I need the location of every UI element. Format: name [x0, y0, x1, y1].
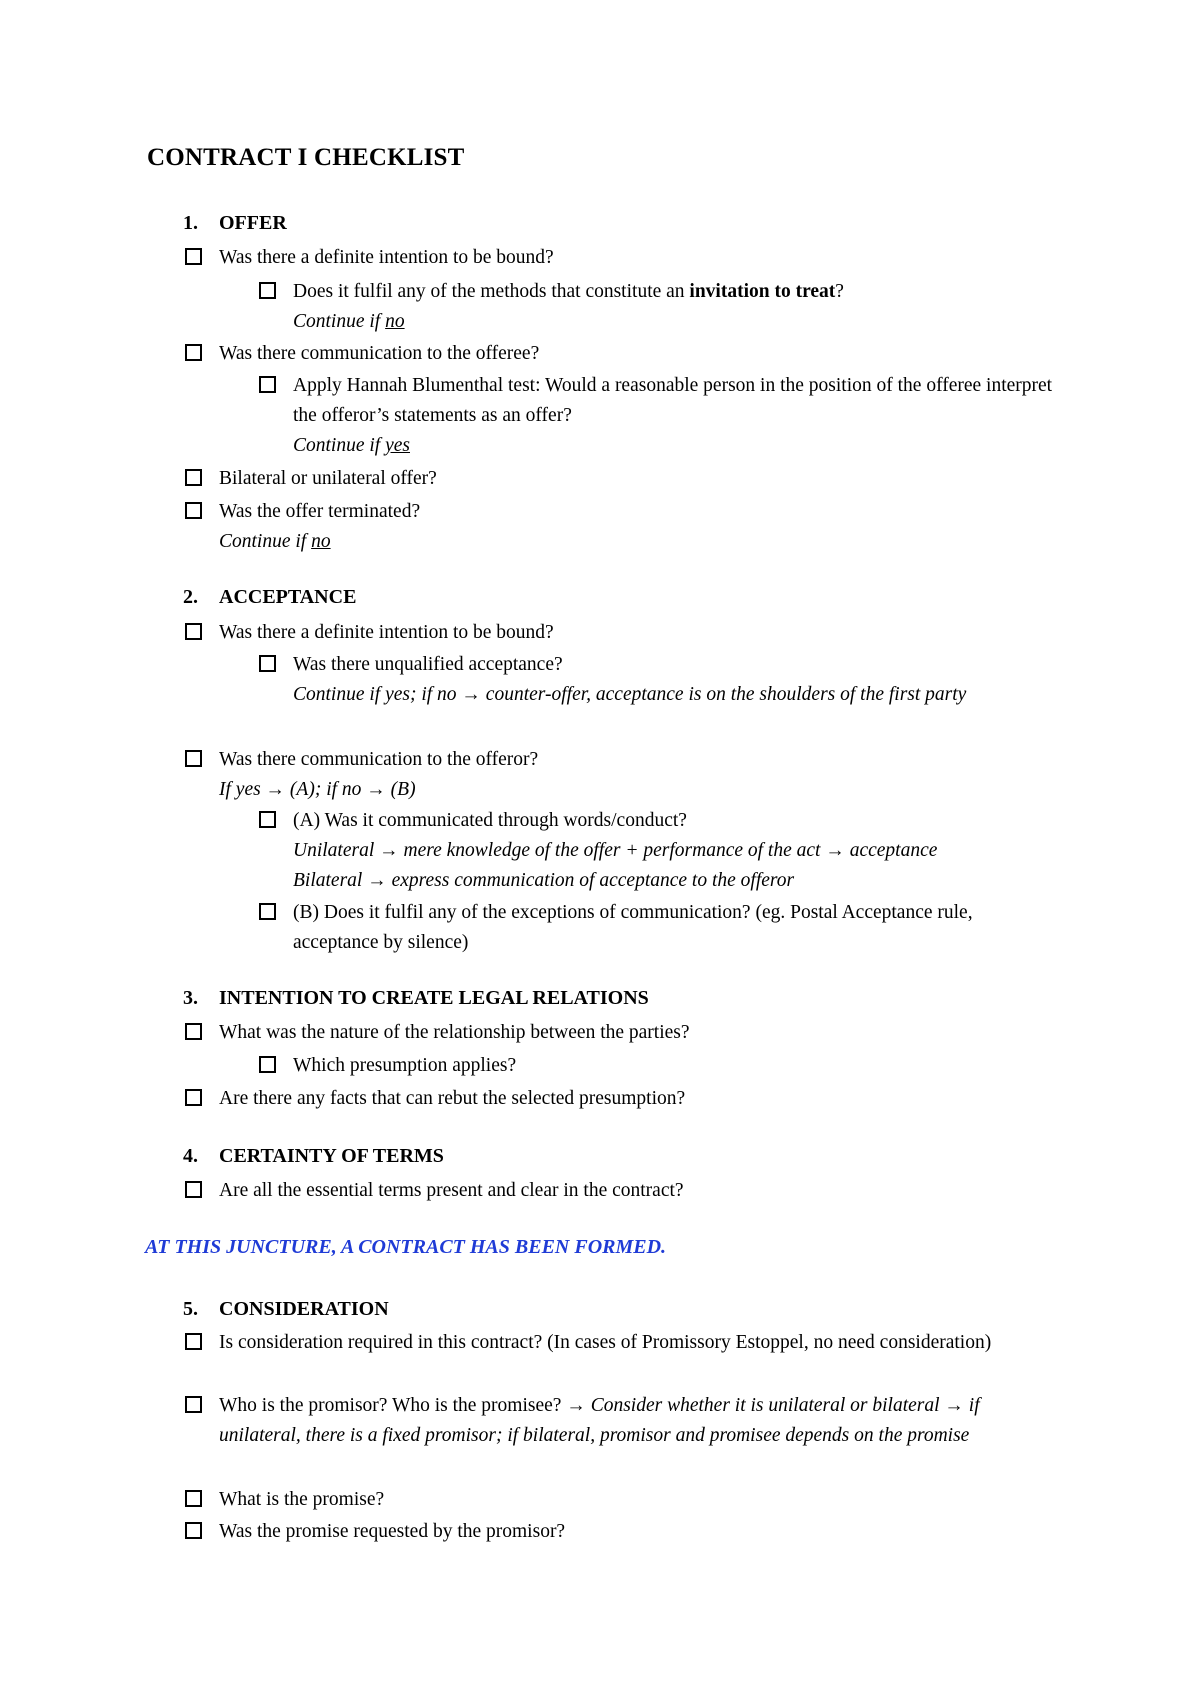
section-heading-intention [183, 987, 649, 1010]
note-text: Continue if [293, 435, 386, 456]
checkbox[interactable] [185, 750, 202, 767]
checkbox[interactable] [259, 1056, 276, 1073]
item-text-part: Was there unqualified acceptance? [293, 654, 563, 675]
item-text-part: Who is the promisor? Who is the promisee? → [219, 1395, 591, 1416]
checklist-subitem [259, 650, 1059, 710]
section-number: 3. [183, 987, 198, 1009]
item-note: Continue if yes; if no → counter-offer, acceptance is on the shoulders of the first party [293, 684, 967, 705]
item-text-part: (A) Was it communicated through words/conduct? [293, 810, 687, 831]
section-heading-consideration [183, 1298, 389, 1321]
checkbox[interactable] [185, 1522, 202, 1539]
section-heading-acceptance [183, 586, 356, 609]
checklist-subitem [259, 277, 1059, 337]
checklist-item [185, 618, 1065, 648]
item-text: What was the nature of the relationship between the parties? [219, 1022, 690, 1043]
item-text: What is the promise? [219, 1489, 385, 1510]
checkbox[interactable] [185, 1490, 202, 1507]
item-text [219, 1391, 1065, 1451]
checklist-item [185, 1328, 1065, 1358]
checklist-subitem [259, 371, 1059, 461]
item-note [293, 307, 1059, 337]
checkbox[interactable] [185, 1333, 202, 1350]
item-note: Unilateral → mere knowledge of the offer + performance of the act → acceptance [293, 840, 938, 861]
note-underlined: no [385, 311, 405, 332]
item-text [293, 371, 1059, 461]
item-text: (B) Does it fulfil any of the exceptions of communication? (eg. Postal Acceptance rule, acceptance by silence) [293, 902, 973, 953]
item-text-part: ? [835, 281, 844, 302]
checklist-item [185, 1485, 1065, 1515]
item-text: Are all the essential terms present and clear in the contract? [219, 1180, 684, 1201]
item-text [219, 745, 1065, 805]
checklist-item [185, 1391, 1065, 1451]
checkbox[interactable] [259, 282, 276, 299]
section-title: INTENTION TO CREATE LEGAL RELATIONS [219, 987, 649, 1009]
checklist-item [185, 339, 1065, 369]
checkbox[interactable] [259, 811, 276, 828]
section-heading-certainty [183, 1145, 444, 1168]
item-text-part: Was the offer terminated? [219, 501, 421, 522]
item-text: Was there communication to the offeree? [219, 343, 540, 364]
item-text [219, 497, 1065, 557]
checklist-subitem [259, 898, 1059, 958]
checkbox[interactable] [185, 1396, 202, 1413]
item-text-bold: invitation to treat [689, 281, 836, 302]
checklist-item [185, 1018, 1065, 1048]
checkbox[interactable] [185, 1089, 202, 1106]
item-text-part: Was there communication to the offeror? [219, 749, 539, 770]
note-underlined: no [311, 531, 331, 552]
checkbox[interactable] [259, 376, 276, 393]
item-note: Bilateral → express communication of acceptance to the offeror [293, 870, 795, 891]
checkbox[interactable] [259, 903, 276, 920]
item-note: If yes → (A); if no → (B) [219, 779, 416, 800]
section-number: 1. [183, 212, 198, 234]
checklist-item [185, 243, 1065, 273]
checklist-item [185, 464, 1065, 494]
checklist-item [185, 1517, 1065, 1547]
item-text-part: Apply Hannah Blumenthal test: Would a reasonable person in the position of the offeree interpret the offeror’s statements as an offer? [293, 375, 1053, 426]
item-text: Bilateral or unilateral offer? [219, 468, 437, 489]
item-text-italic: Consider whether it is unilateral or bilateral → if unilateral, there is a fixed promisor; if bilateral, promisor and promisee depends on the promise [219, 1395, 980, 1446]
note-underlined: yes [385, 435, 410, 456]
note-text: Continue if [219, 531, 312, 552]
item-text-part: Does it fulfil any of the methods that constitute an [293, 281, 690, 302]
item-text [293, 806, 1059, 896]
checklist-item [185, 745, 1065, 805]
checklist-item [185, 1176, 1065, 1206]
section-title: CERTAINTY OF TERMS [219, 1145, 444, 1167]
checklist-item [185, 497, 1065, 557]
item-text: Which presumption applies? [293, 1055, 517, 1076]
checklist-item [185, 1084, 1065, 1114]
checkbox[interactable] [259, 655, 276, 672]
section-number: 5. [183, 1298, 198, 1320]
note-text: Continue if [293, 311, 386, 332]
checkbox[interactable] [185, 1023, 202, 1040]
section-number: 2. [183, 586, 198, 608]
section-title: CONSIDERATION [219, 1298, 389, 1320]
section-title: ACCEPTANCE [219, 586, 357, 608]
checkbox[interactable] [185, 344, 202, 361]
item-text: Are there any facts that can rebut the selected presumption? [219, 1088, 686, 1109]
section-number: 4. [183, 1145, 198, 1167]
item-text: Was there a definite intention to be bound? [219, 622, 554, 643]
checkbox[interactable] [185, 469, 202, 486]
checkbox[interactable] [185, 502, 202, 519]
item-note [219, 527, 1065, 557]
section-heading-offer [183, 212, 287, 235]
checklist-subitem [259, 806, 1059, 896]
item-note [293, 431, 1059, 461]
checkbox[interactable] [185, 623, 202, 640]
item-text: Is consideration required in this contract? (In cases of Promissory Estoppel, no need consideration) [219, 1332, 992, 1353]
item-text: Was there a definite intention to be bound? [219, 247, 554, 268]
checkbox[interactable] [185, 1181, 202, 1198]
juncture-note: AT THIS JUNCTURE, A CONTRACT HAS BEEN FORMED. [145, 1236, 667, 1258]
item-text [293, 277, 1059, 337]
item-text [293, 650, 1059, 710]
page-title: CONTRACT I CHECKLIST [147, 144, 465, 171]
checkbox[interactable] [185, 248, 202, 265]
checklist-subitem [259, 1051, 1059, 1081]
item-text: Was the promise requested by the promisor? [219, 1521, 566, 1542]
section-title: OFFER [219, 212, 287, 234]
